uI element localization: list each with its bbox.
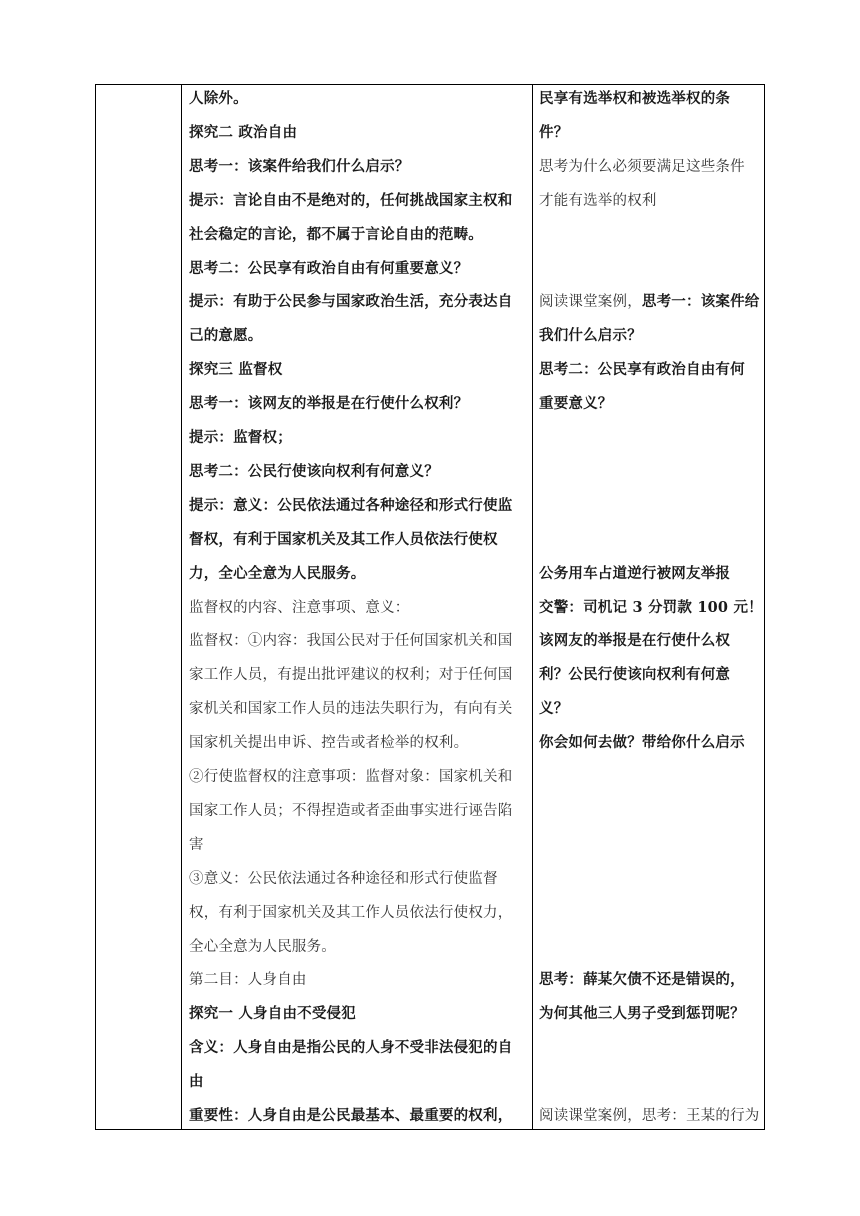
activity-line: 阅读课堂案例，思考：王某的行为 xyxy=(539,1108,760,1124)
activity-line: 利？公民行使该向权利有何意 xyxy=(539,666,731,684)
content-line: 家工作人员，有提出批评建议的权利；对于任何国 xyxy=(189,667,513,684)
content-line: 思考一：该网友的举报是在行使什么权利？ xyxy=(189,395,469,413)
content-line: 国家工作人员；不得捏造或者歪曲事实进行诬告陷 xyxy=(189,802,513,819)
content-line: 思考一：该案件给我们什么启示？ xyxy=(189,157,410,175)
activity-line xyxy=(539,285,760,319)
activity-line: 思考二：公民享有政治自由有何 xyxy=(539,361,745,379)
content-line: 思考二：公民享有政治自由有何重要意义？ xyxy=(189,259,469,277)
content-line: 督权，有利于国家机关及其工作人员依法行使权 xyxy=(189,530,498,548)
activity-line: 义？ xyxy=(539,700,569,718)
content-line: 思考二：公民行使该向权利有何意义？ xyxy=(189,462,439,480)
content-line: ③意义：公民依法通过各种途径和形式行使监督 xyxy=(189,870,498,887)
activity-line: 公务用车占道逆行被网友举报 xyxy=(539,564,731,582)
activity-line: 思考：薛某欠债不还是错误的， xyxy=(539,971,745,989)
content-line: 监督权：①内容：我国公民对于任何国家机关和国 xyxy=(189,633,513,650)
content-line: 第二目：人身自由 xyxy=(189,972,307,989)
activity-line: 才能有选举的权利 xyxy=(539,192,657,209)
content-line: 提示：有助于公民参与国家政治生活，充分表达自 xyxy=(189,293,513,311)
content-line: 人除外。 xyxy=(189,90,248,107)
content-line: 国家机关提出申诉、控告或者检举的权利。 xyxy=(189,735,469,752)
content-line: 己的意愿。 xyxy=(189,327,263,345)
content-line: 含义：人身自由是指公民的人身不受非法侵犯的自 xyxy=(189,1039,513,1057)
content-line: 权，有利于国家机关及其工作人员依法行使权力， xyxy=(189,904,513,921)
content-line: 家机关和国家工作人员的违法失职行为，有向有关 xyxy=(189,701,513,718)
content-line: 探究二 政治自由 xyxy=(189,123,298,141)
content-line: 力，全心全意为人民服务。 xyxy=(189,564,366,582)
activity-line: 你会如何去做？带给你什么启示 xyxy=(539,734,745,752)
content-line: 由 xyxy=(189,1073,204,1091)
content-line: 探究三 监督权 xyxy=(189,361,283,379)
activity-line: 该网友的举报是在行使什么权 xyxy=(539,632,731,650)
activity-line-question: 思考一：该案件给 xyxy=(641,293,760,311)
activity-line: 为何其他三人男子受到惩罚呢？ xyxy=(539,1005,745,1023)
column-divider-right xyxy=(532,85,533,1129)
activity-line: 我们什么启示？ xyxy=(539,327,642,345)
activity-line: 件？ xyxy=(539,123,569,141)
activity-line: 重要意义？ xyxy=(539,395,613,413)
activity-line: 交警：司机记 3 分罚款 100 元！ xyxy=(539,598,763,616)
activity-line-prefix: 阅读课堂案例， xyxy=(539,294,642,311)
column-divider-left xyxy=(181,85,182,1129)
content-line: 重要性：人身自由是公民最基本、最重要的权利， xyxy=(189,1107,513,1124)
content-line: ②行使监督权的注意事项：监督对象：国家机关和 xyxy=(189,769,513,785)
activity-line: 民享有选举权和被选举权的条 xyxy=(539,90,731,107)
activity-line: 思考为什么必须要满足这些条件 xyxy=(539,158,745,175)
content-line: 探究一 人身自由不受侵犯 xyxy=(189,1005,356,1023)
content-line: 害 xyxy=(189,836,204,853)
content-line: 提示：意义：公民依法通过各种途径和形式行使监 xyxy=(189,496,513,514)
content-line: 全心全意为人民服务。 xyxy=(189,938,336,955)
content-line: 提示：监督权； xyxy=(189,429,292,446)
content-line: 社会稳定的言论，都不属于言论自由的范畴。 xyxy=(189,225,483,243)
content-line: 监督权的内容、注意事项、意义： xyxy=(189,599,410,616)
content-line: 提示：言论自由不是绝对的，任何挑战国家主权和 xyxy=(189,191,513,209)
lesson-table xyxy=(95,84,765,1130)
